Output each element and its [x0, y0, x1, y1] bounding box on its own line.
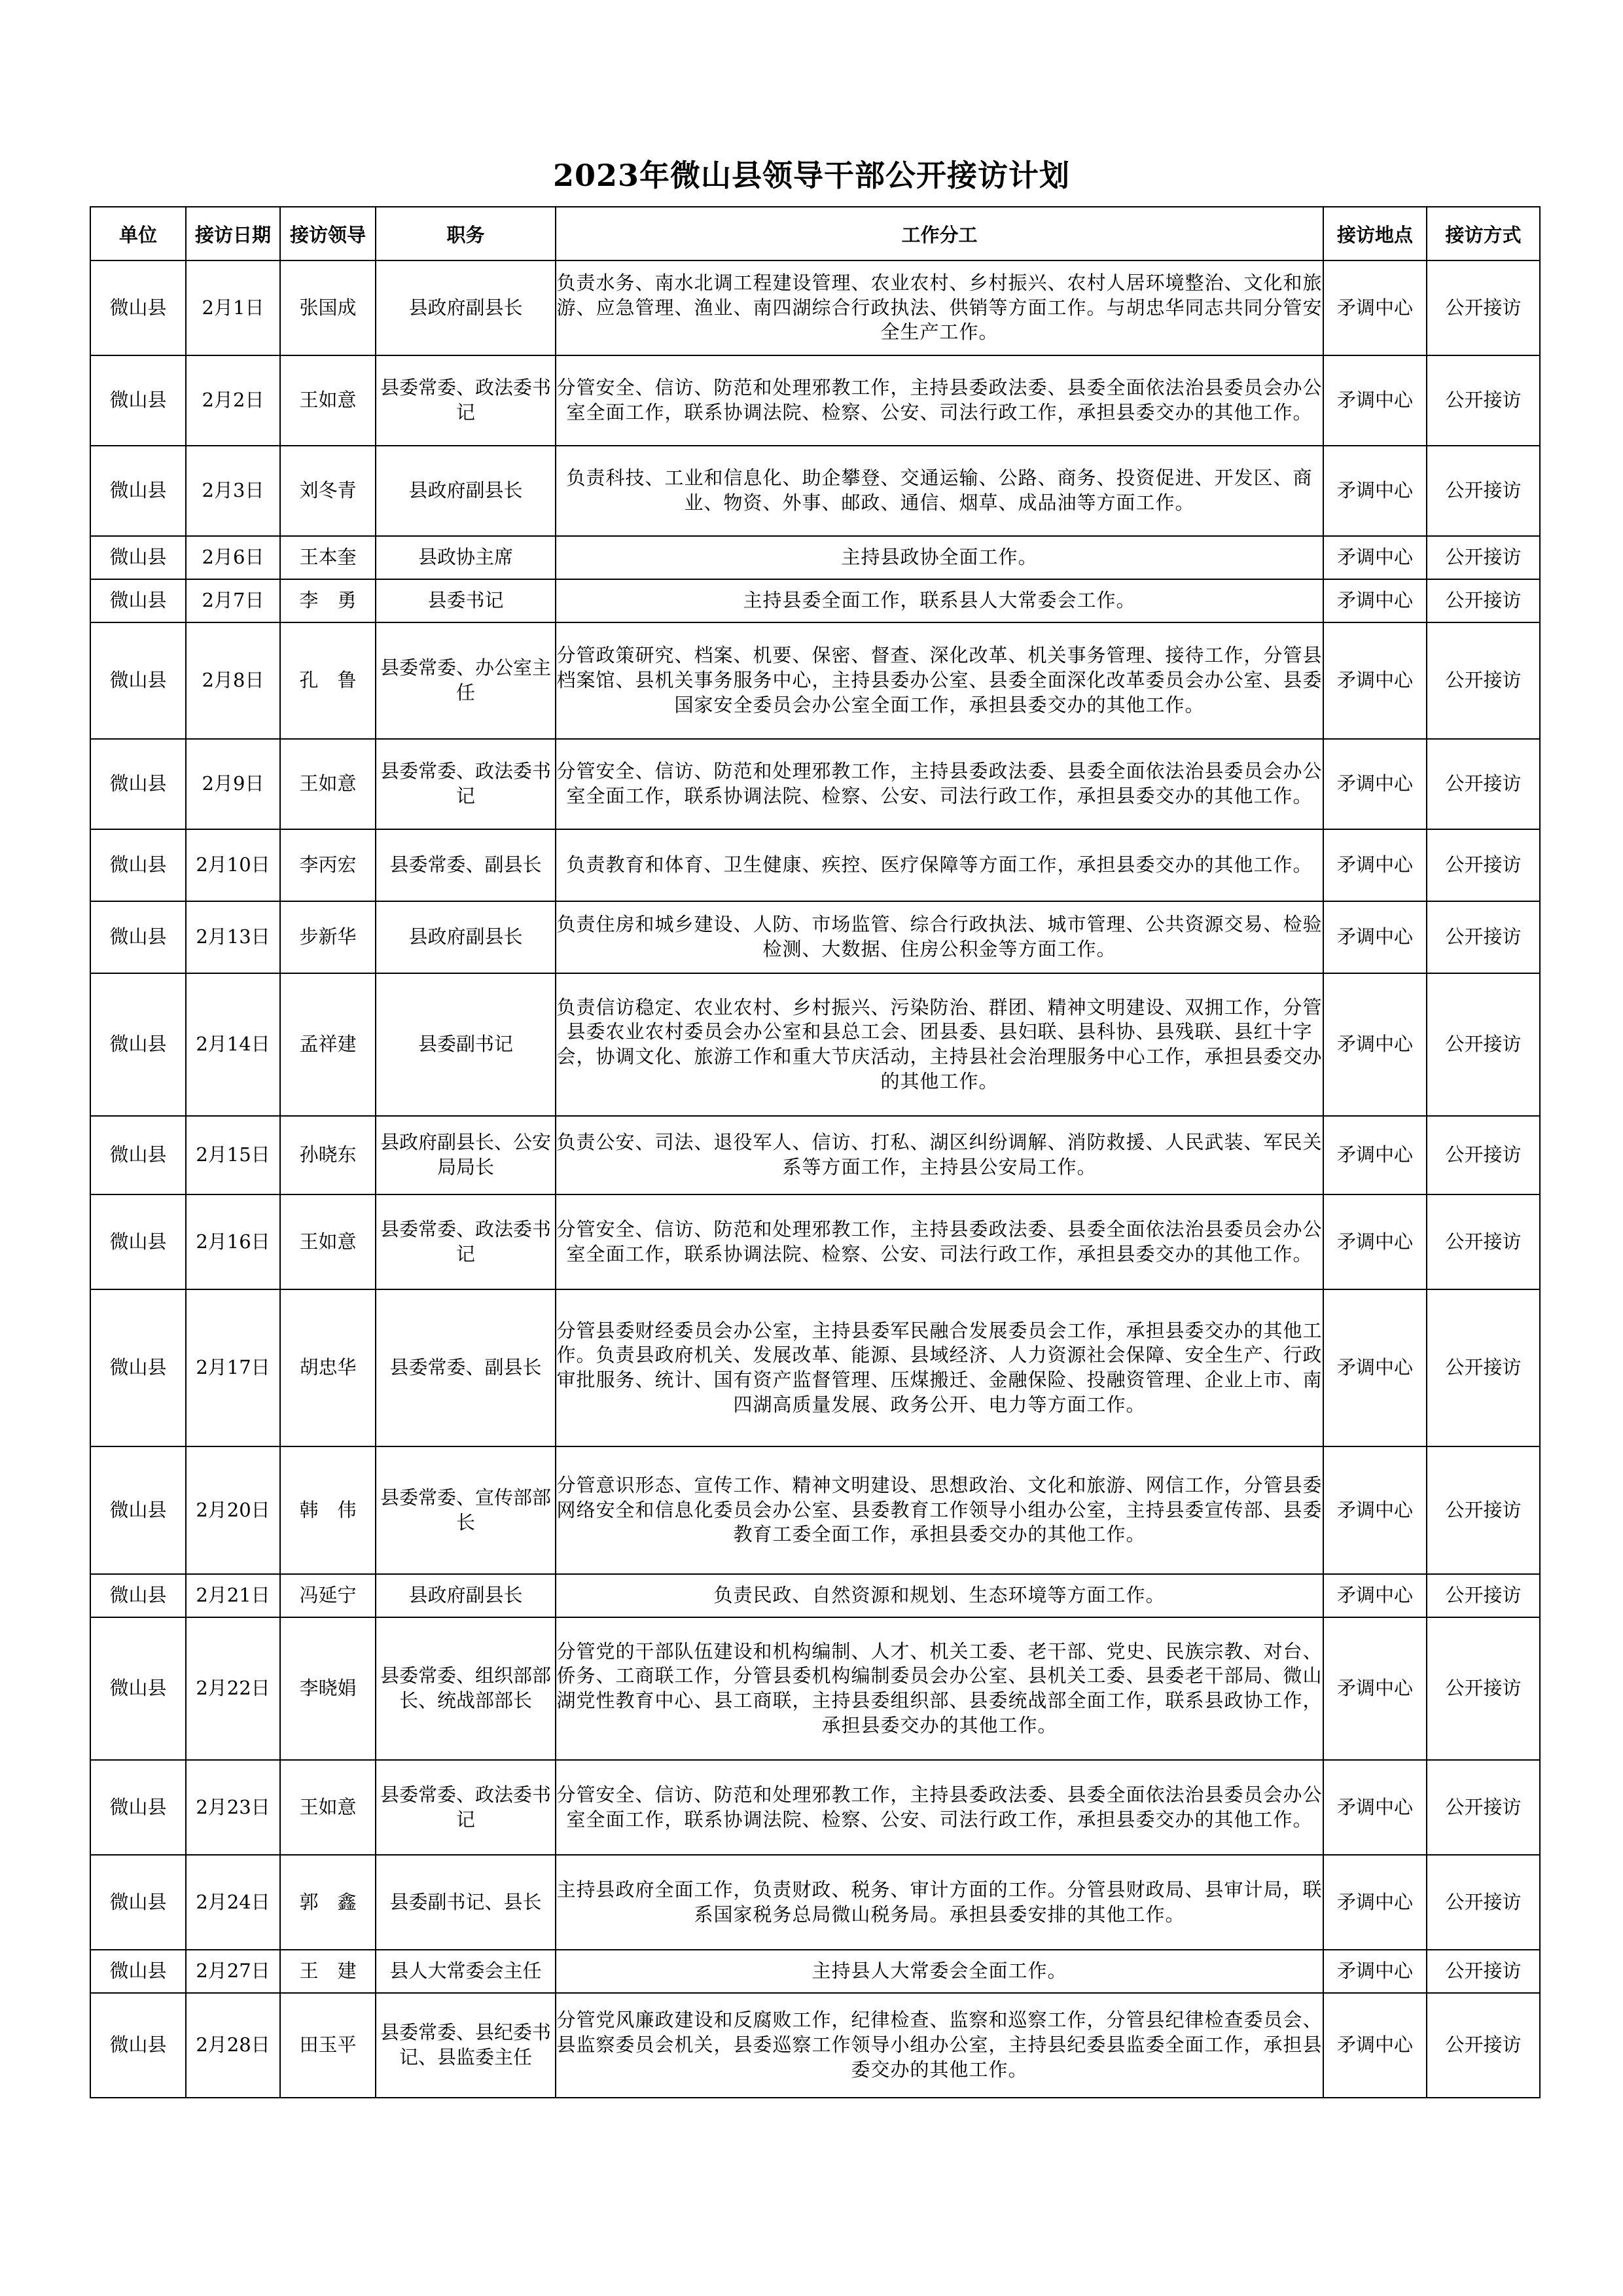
location-cell: 矛调中心	[1323, 739, 1427, 829]
date-cell: 2月21日	[186, 1574, 280, 1617]
date-cell: 2月1日	[186, 260, 280, 355]
duties-cell: 负责住房和城乡建设、人防、市场监管、综合行政执法、城市管理、公共资源交易、检验检测、大数据、住房公积金等方面工作。	[556, 901, 1323, 973]
header-method: 接访方式	[1427, 207, 1540, 260]
date-cell: 2月2日	[186, 355, 280, 446]
table-row	[90, 1993, 1540, 2098]
table-row	[90, 1194, 1540, 1289]
duties-cell: 主持县政府全面工作，负责财政、税务、审计方面的工作。分管县财政局、县审计局，联系国家税务总局微山税务局。承担县委安排的其他工作。	[556, 1855, 1323, 1950]
method-cell: 公开接访	[1427, 1116, 1540, 1194]
location-cell: 矛调中心	[1323, 536, 1427, 579]
reception-schedule-table	[90, 206, 1541, 2098]
leader-cell: 王如意	[280, 739, 376, 829]
leader-cell: 郭 鑫	[280, 1855, 376, 1950]
leader-cell: 王本奎	[280, 536, 376, 579]
position-cell: 县政府副县长	[376, 446, 556, 536]
unit-cell: 微山县	[90, 901, 186, 973]
date-cell: 2月24日	[186, 1855, 280, 1950]
position-cell: 县委常委、组织部部长、统战部部长	[376, 1617, 556, 1760]
table-row	[90, 1116, 1540, 1194]
method-cell: 公开接访	[1427, 829, 1540, 901]
method-cell: 公开接访	[1427, 260, 1540, 355]
location-cell: 矛调中心	[1323, 973, 1427, 1116]
duties-cell: 主持县人大常委会全面工作。	[556, 1950, 1323, 1993]
method-cell: 公开接访	[1427, 1950, 1540, 1993]
location-cell: 矛调中心	[1323, 260, 1427, 355]
duties-cell: 分管安全、信访、防范和处理邪教工作，主持县委政法委、县委全面依法治县委员会办公室全面工作，联系协调法院、检察、公安、司法行政工作，承担县委交办的其他工作。	[556, 1760, 1323, 1855]
duties-cell: 负责教育和体育、卫生健康、疾控、医疗保障等方面工作，承担县委交办的其他工作。	[556, 829, 1323, 901]
method-cell: 公开接访	[1427, 1855, 1540, 1950]
table-row	[90, 1289, 1540, 1446]
unit-cell: 微山县	[90, 1446, 186, 1574]
date-cell: 2月8日	[186, 622, 280, 739]
duties-cell: 分管党风廉政建设和反腐败工作，纪律检查、监察和巡察工作，分管县纪律检查委员会、县监察委员会机关，县委巡察工作领导小组办公室，主持县纪委县监委全面工作，承担县委交办的其他工作。	[556, 1993, 1323, 2098]
position-cell: 县政协主席	[376, 536, 556, 579]
leader-cell: 田玉平	[280, 1993, 376, 2098]
location-cell: 矛调中心	[1323, 1760, 1427, 1855]
duties-cell: 负责科技、工业和信息化、助企攀登、交通运输、公路、商务、投资促进、开发区、商业、物资、外事、邮政、通信、烟草、成品油等方面工作。	[556, 446, 1323, 536]
table-row	[90, 1574, 1540, 1617]
duties-cell: 分管党的干部队伍建设和机构编制、人才、机关工委、老干部、党史、民族宗教、对台、侨务、工商联工作，分管县委机构编制委员会办公室、县机关工委、县委老干部局、微山湖党性教育中心、县工商联，主持县委组织部、县委统战部全面工作，联系县政协工作，承担县委交办的其他工作。	[556, 1617, 1323, 1760]
position-cell: 县政府副县长、公安局局长	[376, 1116, 556, 1194]
table-row	[90, 973, 1540, 1116]
table-row	[90, 446, 1540, 536]
date-cell: 2月23日	[186, 1760, 280, 1855]
date-cell: 2月14日	[186, 973, 280, 1116]
table-row	[90, 355, 1540, 446]
unit-cell: 微山县	[90, 355, 186, 446]
position-cell: 县人大常委会主任	[376, 1950, 556, 1993]
date-cell: 2月13日	[186, 901, 280, 973]
unit-cell: 微山县	[90, 446, 186, 536]
location-cell: 矛调中心	[1323, 1194, 1427, 1289]
table-row	[90, 829, 1540, 901]
table-row	[90, 739, 1540, 829]
unit-cell: 微山县	[90, 579, 186, 622]
leader-cell: 步新华	[280, 901, 376, 973]
date-cell: 2月3日	[186, 446, 280, 536]
header-unit: 单位	[90, 207, 186, 260]
position-cell: 县委副书记、县长	[376, 1855, 556, 1950]
position-cell: 县委常委、政法委书记	[376, 1760, 556, 1855]
duties-cell: 分管意识形态、宣传工作、精神文明建设、思想政治、文化和旅游、网信工作，分管县委网络安全和信息化委员会办公室、县委教育工作领导小组办公室，主持县委宣传部、县委教育工委全面工作，承担县委交办的其他工作。	[556, 1446, 1323, 1574]
location-cell: 矛调中心	[1323, 1116, 1427, 1194]
leader-cell: 王 建	[280, 1950, 376, 1993]
position-cell: 县委常委、政法委书记	[376, 1194, 556, 1289]
leader-cell: 刘冬青	[280, 446, 376, 536]
leader-cell: 胡忠华	[280, 1289, 376, 1446]
method-cell: 公开接访	[1427, 446, 1540, 536]
header-date: 接访日期	[186, 207, 280, 260]
header-position: 职务	[376, 207, 556, 260]
date-cell: 2月10日	[186, 829, 280, 901]
date-cell: 2月27日	[186, 1950, 280, 1993]
table-row	[90, 1855, 1540, 1950]
method-cell: 公开接访	[1427, 1760, 1540, 1855]
table-row	[90, 536, 1540, 579]
duties-cell: 主持县政协全面工作。	[556, 536, 1323, 579]
header-duties: 工作分工	[556, 207, 1323, 260]
leader-cell: 李丙宏	[280, 829, 376, 901]
table-row	[90, 622, 1540, 739]
duties-cell: 分管安全、信访、防范和处理邪教工作，主持县委政法委、县委全面依法治县委员会办公室全面工作，联系协调法院、检察、公安、司法行政工作，承担县委交办的其他工作。	[556, 355, 1323, 446]
unit-cell: 微山县	[90, 1116, 186, 1194]
table-row	[90, 260, 1540, 355]
location-cell: 矛调中心	[1323, 1574, 1427, 1617]
position-cell: 县委常委、副县长	[376, 1289, 556, 1446]
leader-cell: 王如意	[280, 355, 376, 446]
table-row	[90, 901, 1540, 973]
leader-cell: 韩 伟	[280, 1446, 376, 1574]
position-cell: 县委常委、政法委书记	[376, 355, 556, 446]
date-cell: 2月15日	[186, 1116, 280, 1194]
method-cell: 公开接访	[1427, 739, 1540, 829]
date-cell: 2月16日	[186, 1194, 280, 1289]
position-cell: 县委副书记	[376, 973, 556, 1116]
table-header-row	[90, 207, 1540, 260]
location-cell: 矛调中心	[1323, 579, 1427, 622]
method-cell: 公开接访	[1427, 1617, 1540, 1760]
position-cell: 县委常委、宣传部部长	[376, 1446, 556, 1574]
table-row	[90, 1617, 1540, 1760]
duties-cell: 负责公安、司法、退役军人、信访、打私、湖区纠纷调解、消防救援、人民武装、军民关系等方面工作，主持县公安局工作。	[556, 1116, 1323, 1194]
position-cell: 县委常委、办公室主任	[376, 622, 556, 739]
unit-cell: 微山县	[90, 1950, 186, 1993]
unit-cell: 微山县	[90, 1855, 186, 1950]
location-cell: 矛调中心	[1323, 1855, 1427, 1950]
leader-cell: 孟祥建	[280, 973, 376, 1116]
method-cell: 公开接访	[1427, 973, 1540, 1116]
location-cell: 矛调中心	[1323, 1617, 1427, 1760]
method-cell: 公开接访	[1427, 1446, 1540, 1574]
header-location: 接访地点	[1323, 207, 1427, 260]
date-cell: 2月6日	[186, 536, 280, 579]
unit-cell: 微山县	[90, 622, 186, 739]
method-cell: 公开接访	[1427, 536, 1540, 579]
position-cell: 县政府副县长	[376, 1574, 556, 1617]
table-row	[90, 1760, 1540, 1855]
duties-cell: 分管县委财经委员会办公室，主持县委军民融合发展委员会工作，承担县委交办的其他工作。负责县政府机关、发展改革、能源、县域经济、人力资源社会保障、安全生产、行政审批服务、统计、国有资产监督管理、压煤搬迁、金融保险、投融资管理、企业上市、南四湖高质量发展、政务公开、电力等方面工作。	[556, 1289, 1323, 1446]
method-cell: 公开接访	[1427, 1574, 1540, 1617]
leader-cell: 孙晓东	[280, 1116, 376, 1194]
table-row	[90, 1950, 1540, 1993]
location-cell: 矛调中心	[1323, 1289, 1427, 1446]
unit-cell: 微山县	[90, 739, 186, 829]
method-cell: 公开接访	[1427, 901, 1540, 973]
duties-cell: 分管政策研究、档案、机要、保密、督查、深化改革、机关事务管理、接待工作，分管县档案馆、县机关事务服务中心，主持县委办公室、县委全面深化改革委员会办公室、县委国家安全委员会办公室全面工作，承担县委交办的其他工作。	[556, 622, 1323, 739]
unit-cell: 微山县	[90, 260, 186, 355]
position-cell: 县委常委、副县长	[376, 829, 556, 901]
leader-cell: 王如意	[280, 1760, 376, 1855]
date-cell: 2月9日	[186, 739, 280, 829]
method-cell: 公开接访	[1427, 1993, 1540, 2098]
date-cell: 2月7日	[186, 579, 280, 622]
leader-cell: 王如意	[280, 1194, 376, 1289]
table-row	[90, 579, 1540, 622]
duties-cell: 负责信访稳定、农业农村、乡村振兴、污染防治、群团、精神文明建设、双拥工作，分管县委农业农村委员会办公室和县总工会、团县委、县妇联、县科协、县残联、县红十字会，协调文化、旅游工作和重大节庆活动，主持县社会治理服务中心工作，承担县委交办的其他工作。	[556, 973, 1323, 1116]
date-cell: 2月28日	[186, 1993, 280, 2098]
method-cell: 公开接访	[1427, 355, 1540, 446]
location-cell: 矛调中心	[1323, 829, 1427, 901]
unit-cell: 微山县	[90, 973, 186, 1116]
unit-cell: 微山县	[90, 1617, 186, 1760]
location-cell: 矛调中心	[1323, 1993, 1427, 2098]
duties-cell: 分管安全、信访、防范和处理邪教工作，主持县委政法委、县委全面依法治县委员会办公室全面工作，联系协调法院、检察、公安、司法行政工作，承担县委交办的其他工作。	[556, 1194, 1323, 1289]
method-cell: 公开接访	[1427, 1289, 1540, 1446]
position-cell: 县政府副县长	[376, 901, 556, 973]
leader-cell: 张国成	[280, 260, 376, 355]
unit-cell: 微山县	[90, 1760, 186, 1855]
date-cell: 2月22日	[186, 1617, 280, 1760]
date-cell: 2月20日	[186, 1446, 280, 1574]
position-cell: 县委书记	[376, 579, 556, 622]
unit-cell: 微山县	[90, 1993, 186, 2098]
table-row	[90, 1446, 1540, 1574]
leader-cell: 李 勇	[280, 579, 376, 622]
unit-cell: 微山县	[90, 829, 186, 901]
unit-cell: 微山县	[90, 536, 186, 579]
position-cell: 县委常委、政法委书记	[376, 739, 556, 829]
duties-cell: 分管安全、信访、防范和处理邪教工作，主持县委政法委、县委全面依法治县委员会办公室全面工作，联系协调法院、检察、公安、司法行政工作，承担县委交办的其他工作。	[556, 739, 1323, 829]
location-cell: 矛调中心	[1323, 1950, 1427, 1993]
page-title: 2023年微山县领导干部公开接访计划	[552, 158, 1071, 193]
location-cell: 矛调中心	[1323, 446, 1427, 536]
date-cell: 2月17日	[186, 1289, 280, 1446]
unit-cell: 微山县	[90, 1289, 186, 1446]
leader-cell: 李晓娟	[280, 1617, 376, 1760]
unit-cell: 微山县	[90, 1194, 186, 1289]
leader-cell: 冯延宁	[280, 1574, 376, 1617]
method-cell: 公开接访	[1427, 579, 1540, 622]
method-cell: 公开接访	[1427, 1194, 1540, 1289]
method-cell: 公开接访	[1427, 622, 1540, 739]
location-cell: 矛调中心	[1323, 901, 1427, 973]
header-leader: 接访领导	[280, 207, 376, 260]
location-cell: 矛调中心	[1323, 355, 1427, 446]
duties-cell: 主持县委全面工作，联系县人大常委会工作。	[556, 579, 1323, 622]
duties-cell: 负责民政、自然资源和规划、生态环境等方面工作。	[556, 1574, 1323, 1617]
unit-cell: 微山县	[90, 1574, 186, 1617]
duties-cell: 负责水务、南水北调工程建设管理、农业农村、乡村振兴、农村人居环境整治、文化和旅游、应急管理、渔业、南四湖综合行政执法、供销等方面工作。与胡忠华同志共同分管安全生产工作。	[556, 260, 1323, 355]
location-cell: 矛调中心	[1323, 1446, 1427, 1574]
leader-cell: 孔 鲁	[280, 622, 376, 739]
position-cell: 县政府副县长	[376, 260, 556, 355]
position-cell: 县委常委、县纪委书记、县监委主任	[376, 1993, 556, 2098]
location-cell: 矛调中心	[1323, 622, 1427, 739]
